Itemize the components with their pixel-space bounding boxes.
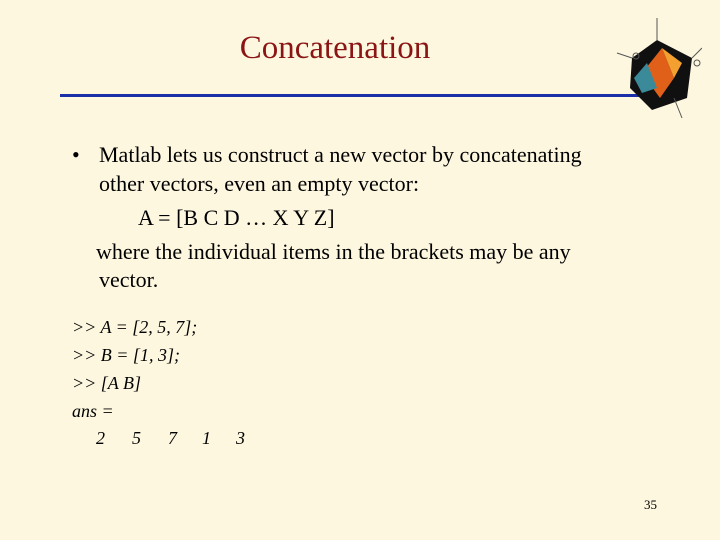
ans-value: 5: [132, 428, 141, 448]
formula: A = [B C D … X Y Z]: [138, 205, 335, 230]
code-line: ans =: [72, 401, 114, 421]
bullet-text-line-2: other vectors, even an empty vector:: [99, 171, 420, 196]
bullet-marker: •: [72, 142, 80, 167]
page-number: 35: [644, 497, 657, 512]
ans-value: 2: [96, 428, 105, 448]
matlab-membrane-logo-icon: [612, 18, 702, 120]
ans-value: 3: [236, 428, 245, 448]
code-line: >> [A B]: [72, 373, 141, 393]
explain-line-1: where the individual items in the brackets may be any: [96, 239, 571, 264]
slide-title: Concatenation: [239, 30, 431, 66]
bullet-text-line-1: Matlab lets us construct a new vector by concatenating: [99, 142, 582, 167]
code-line: >> A = [2, 5, 7];: [72, 317, 198, 337]
ans-value: 1: [202, 428, 211, 448]
ans-value: 7: [168, 428, 177, 448]
code-line: >> B = [1, 3];: [72, 345, 180, 365]
explain-line-2: vector.: [99, 267, 159, 292]
title-divider: [60, 94, 640, 97]
